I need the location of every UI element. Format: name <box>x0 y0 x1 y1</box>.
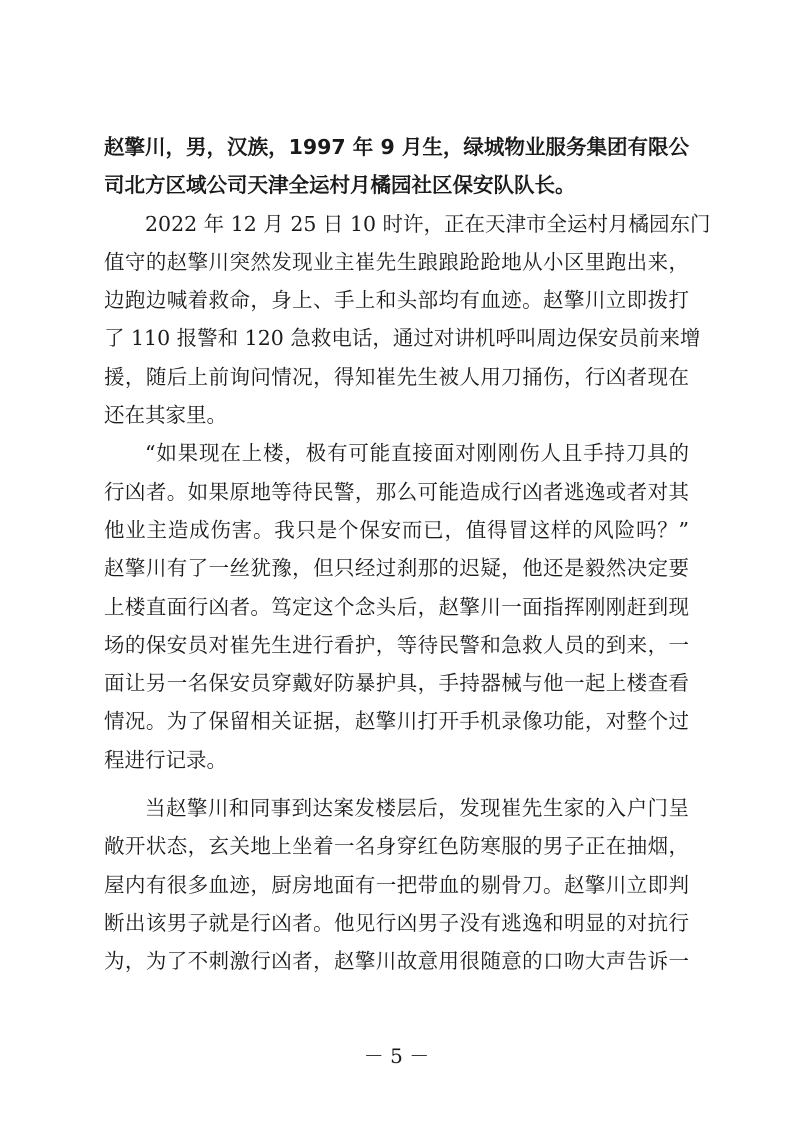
paragraph-3 <box>104 789 689 980</box>
paragraph-line: 值守的赵擎川突然发现业主崔先生踉踉跄跄地从小区里跑出来， <box>104 249 689 274</box>
paragraph-line: 屋内有很多血迹，厨房地面有一把带血的剔骨刀。赵擎川立即判 <box>104 872 689 897</box>
paragraph-line: 程进行记录。 <box>104 747 227 772</box>
paragraph-line: 援，随后上前询问情况，得知崔先生被人用刀捅伤，行凶者现在 <box>104 364 689 389</box>
paragraph-line: 敞开状态，玄关地上坐着一名身穿红色防寒服的男子正在抽烟， <box>104 834 689 859</box>
paragraph-line: 面让另一名保安员穿戴好防暴护具，手持器械与他一起上楼查看 <box>104 671 689 696</box>
paragraph-line: 了 110 报警和 120 急救电话，通过对讲机呼叫周边保安员前来增 <box>104 326 701 351</box>
paragraph-line: 边跑边喊着救命，身上、手上和头部均有血迹。赵擎川立即拨打 <box>104 288 689 313</box>
paragraph-line: 2022 年 12 月 25 日 10 时许，正在天津市全运村月橘园东门 <box>145 211 711 236</box>
intro-line: 赵擎川，男，汉族，1997 年 9 月生，绿城物业服务集团有限公 <box>104 135 689 159</box>
paragraph-1 <box>104 205 711 435</box>
paragraph-line: 赵擎川有了一丝犹豫，但只经过刹那的迟疑，他还是毅然决定要 <box>104 556 689 581</box>
paragraph-line: 当赵擎川和同事到达案发楼层后，发现崔先生家的入户门呈 <box>145 796 689 821</box>
paragraph-spacer <box>104 779 689 789</box>
paragraph-line: 行凶者。如果原地等待民警，那么可能造成行凶者逃逸或者对其 <box>104 479 689 504</box>
paragraph-line: 他业主造成伤害。我只是个保安而已，值得冒这样的风险吗？” <box>104 517 689 542</box>
paragraph-line: 上楼直面行凶者。笃定这个念头后，赵擎川一面指挥刚刚赶到现 <box>104 594 689 619</box>
paragraph-line: 场的保安员对崔先生进行看护，等待民警和急救人员的到来，一 <box>104 632 689 657</box>
paragraph-2 <box>104 434 689 779</box>
document-body <box>104 128 711 981</box>
paragraph-line: 断出该男子就是行凶者。他见行凶男子没有逃逸和明显的对抗行 <box>104 910 689 935</box>
paragraph-line: “如果现在上楼，极有可能直接面对刚刚伤人且手持刀具的 <box>145 441 689 466</box>
paragraph-line: 情况。为了保留相关证据，赵擎川打开手机录像功能，对整个过 <box>104 709 689 734</box>
intro-line: 司北方区域公司天津全运村月橘园社区保安队队长。 <box>104 173 576 198</box>
page-number: － 5 － <box>363 1044 430 1068</box>
paragraph-line: 还在其家里。 <box>104 403 227 428</box>
intro-paragraph <box>104 128 689 205</box>
paragraph-line: 为，为了不刺激行凶者，赵擎川故意用很随意的口吻大声告诉一 <box>104 949 689 974</box>
